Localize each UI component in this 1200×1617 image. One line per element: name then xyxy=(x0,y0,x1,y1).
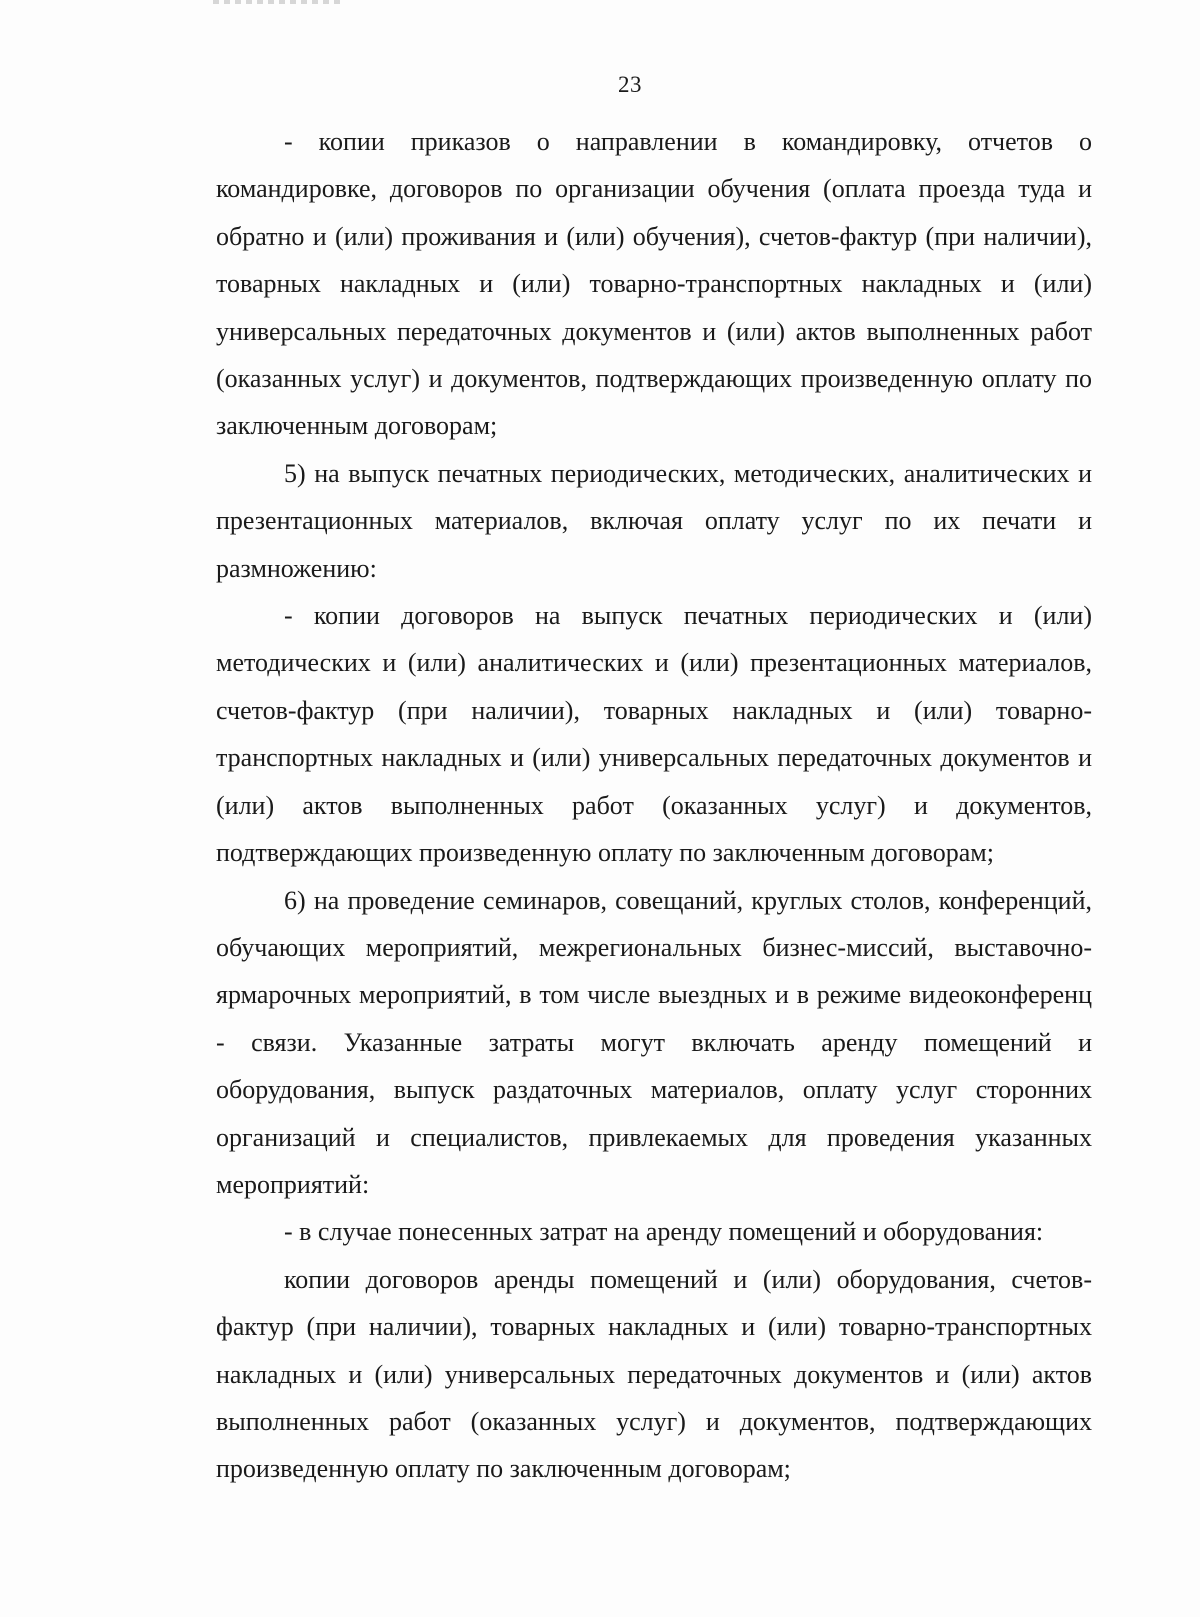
paragraph-item-5: 5) на выпуск печатных периодических, методических, аналитических и презентационных материалов, включая оплату услуг по их печати и размножению: xyxy=(216,458,1092,583)
page-number: 23 xyxy=(618,72,642,97)
paragraph-copies-of-contracts: - копии договоров на выпуск печатных периодических и (или) методических и (или) аналитических и (или) презентационных материалов, счетов-фактур (при наличии), товарных накладных и (или) товарно-транспортных накладных и (или) универсальных передаточных документов и (или) актов выполненных работ (оказанных услуг) и документов, подтверждающих произведенную оплату по заключенным договорам; xyxy=(216,601,1092,868)
paragraph-copies-of-rental-contracts: копии договоров аренды помещений и (или) оборудования, счетов-фактур (при наличии), товарных накладных и (или) товарно-транспортных накладных и (или) универсальных передаточных документов и (или) актов выполненных работ (оказанных услуг) и документов, подтверждающих произведенную оплату по заключенным договорам; xyxy=(216,1264,1092,1484)
document-body xyxy=(216,118,1092,1493)
paragraph-rental-costs: - в случае понесенных затрат на аренду помещений и оборудования: xyxy=(284,1217,1044,1247)
scan-artifact xyxy=(213,0,343,4)
paragraph-copies-of-orders: - копии приказов о направлении в командировку, отчетов о командировке, договоров по организации обучения (оплата проезда туда и обратно и (или) проживания и (или) обучения), счетов-фактур (при наличии), товарных накладных и (или) товарно-транспортных накладных и (или) универсальных передаточных документов и (или) актов выполненных работ (оказанных услуг) и документов, подтверждающих произведенную оплату по заключенным договорам; xyxy=(216,127,1092,441)
paragraph-item-6: 6) на проведение семинаров, совещаний, круглых столов, конференций, обучающих мероприятий, межрегиональных бизнес-миссий, выставочно-ярмарочных мероприятий, в том числе выездных и в режиме видеоконференц - связи. Указанные затраты могут включать аренду помещений и оборудования, выпуск раздаточных материалов, оплату услуг сторонних организаций и специалистов, привлекаемых для проведения указанных мероприятий: xyxy=(216,885,1092,1199)
